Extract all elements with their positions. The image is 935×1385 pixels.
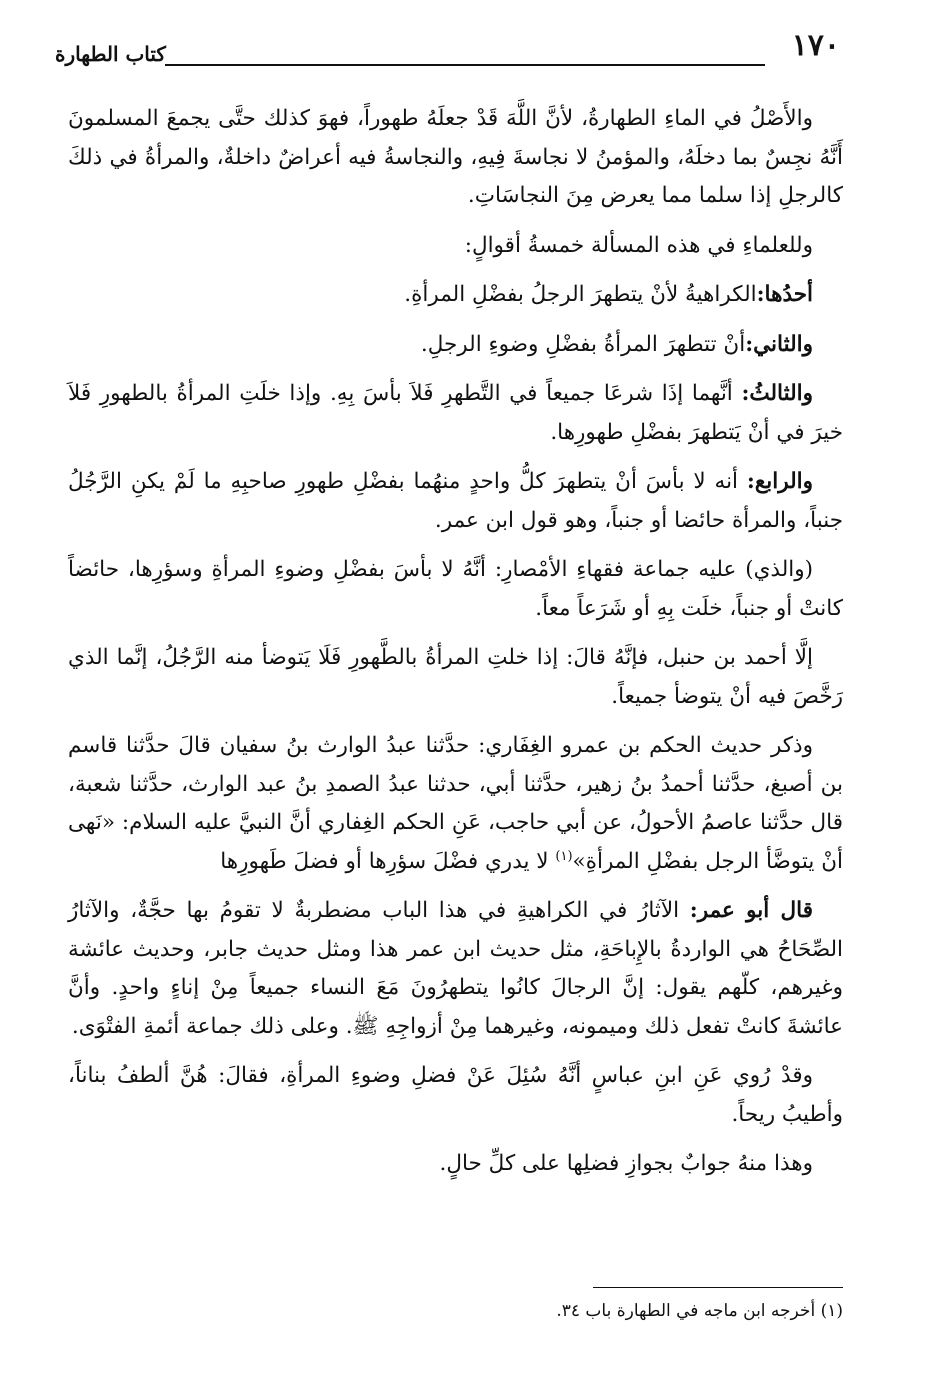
page-body <box>68 100 843 1195</box>
hadith-quote: «نَهى أنْ يتوضَّأ الرجل بفضْلِ المرأةِ» <box>68 810 843 874</box>
opinion-label: والثاني: <box>745 331 813 357</box>
paragraph-text: أنه لا بأسَ أنْ يتطهرَ كلُّ واحدٍ منهُما بفضْلِ طهورِ صاحبِهِ ما لَمْ يكنِ الرَّجُلُ جنباً، والمرأة حائضا أو جنباً، وهو قول ابن عمر. <box>68 469 843 533</box>
paragraph-7 <box>68 551 843 628</box>
paragraph-text: والأَصْلُ في الماءِ الطهارةُ، لأنَّ اللَّهَ قَدْ جعلَهُ طهوراً، فهوَ كذلك حتَّى يجمعَ المسلمونَ أَنَّهُ نجِسٌ بما دخلَهُ، والمؤمنُ لا نجاسةَ فِيهِ، والنجاسةُ فيه أعراضٌ داخلةٌ، والمرأةُ في ذلكَ كالرجلِ إذا سلما مما يعرض مِنَ النجاسَاتِ. <box>68 106 843 208</box>
paragraph-text: وذكر حديث الحكم بن عمرو الغِفَاري: حدَّثنا عبدُ الوارث بنُ سفيان قالَ حدَّثنا قاسم بن أصبغ، حدَّثنا أحمدُ بنُ زهير، حدَّثنا أبي، حدثنا عبدُ الصمدِ بنُ عبد الوارث، حدَّثنا شعبة، قال حدَّثنا عاصمُ الأحولُ، عن أبي حاجب، عَنِ الحكم الغِفاري أنَّ النبيَّ عليه السلام: <box>68 733 843 835</box>
paragraph-11 <box>68 1057 843 1134</box>
paragraph-text: الآثارُ في الكراهيةِ في هذا الباب مضطربةٌ لا تقومُ بها حجَّةٌ، والآثارُ الصِّحَاحُ هي الواردةُ بالإِباحَةِ، مثل حديث ابن عمر هذا ومثل حديث جابر، وحديث عائشة وغيرهم، كلّهم يقول: إنَّ الرجالَ كانُوا يتطهرُونَ مَعَ النساء جميعاً مِنْ إناءٍ واحدٍ. وأنَّ عائشةَ كانتْ تفعل ذلك وميمونه، وغيرهما مِنْ أزواجِهِ ﷺ. وعلى ذلك جماعة أئمةِ الفتْوَى. <box>68 898 843 1039</box>
paragraph-text: وقدْ رُوي عَنِ ابنِ عباسٍ أنَّهُ سُئِلَ عَنْ فضلِ وضوءِ المرأةِ، فقالَ: هُنَّ ألطفُ بناناً، وأطيبُ ريحاً. <box>68 1063 843 1127</box>
opinion-label: والرابع: <box>746 469 813 494</box>
footnote-rule <box>593 1287 843 1288</box>
paragraph-5 <box>68 375 843 452</box>
paragraph-text: وهذا منهُ جوابٌ بجوازِ فضلِها على كلِّ حالٍ. <box>439 1151 813 1176</box>
opinion-label: والثالثُ: <box>741 381 813 406</box>
paragraph-1 <box>68 100 843 216</box>
paragraph-text: الكراهيةُ لأنْ يتطهرَ الرجلُ بفضْلِ المرأةِ. <box>404 282 757 307</box>
paragraph-text: أنْ تتطهرَ المرأةُ بفضْلِ وضوءِ الرجلِ. <box>420 331 746 357</box>
paragraph-3 <box>68 276 843 315</box>
paragraph-10 <box>68 892 843 1046</box>
footnote-marker: (١) <box>555 848 573 864</box>
opinion-label: أحدُها: <box>756 282 813 307</box>
paragraph-text: لا يدري فضْلَ سؤرِها أو فضلَ طَهورِها <box>220 848 549 874</box>
paragraph-text: (والذي) عليه جماعة فقهاءِ الأمْصارِ: أنَّهُ لا بأسَ بفضْلِ وضوءِ المرأةِ وسؤرِها، حائضاً كانتْ أو جنباً، خلَت بِهِ أو شَرَعاً معاً. <box>68 557 843 621</box>
paragraph-9 <box>68 727 843 881</box>
book-title: كتاب الطهارة <box>55 42 166 66</box>
header-rule <box>165 64 765 66</box>
paragraph-text: وللعلماءِ في هذه المسألة خمسةُ أقوالٍ: <box>464 232 813 258</box>
speaker-label: قال أبو عمر: <box>689 898 813 923</box>
paragraph-text: أنَّهما إذَا شرعَا جميعاً في التَّطهرِ فَلاَ بأسَ بِهِ. وإذا خلَتِ المرأةُ بالطهورِ فَلاَ خيرَ في أنْ يَتطهرَ بفضْلِ طهورِها. <box>68 381 843 445</box>
paragraph-4 <box>68 326 843 365</box>
paragraph-8 <box>68 639 843 716</box>
page-number: ١٧٠ <box>791 28 840 63</box>
paragraph-2 <box>68 227 843 266</box>
footnote: (١) أخرجه ابن ماجه في الطهارة باب ٣٤. <box>556 1301 843 1321</box>
paragraph-6 <box>68 463 843 540</box>
paragraph-text: إلَّا أحمد بن حنبل، فإنَّهُ قالَ: إذا خلتِ المرأةُ بالطَّهورِ فَلَا يَتوضأ منه الرَّجُلُ، إنَّما الذي رَخَّصَ فيه أنْ يتوضأ جميعاً. <box>68 645 843 709</box>
page-header <box>55 28 840 72</box>
paragraph-12 <box>68 1145 843 1184</box>
